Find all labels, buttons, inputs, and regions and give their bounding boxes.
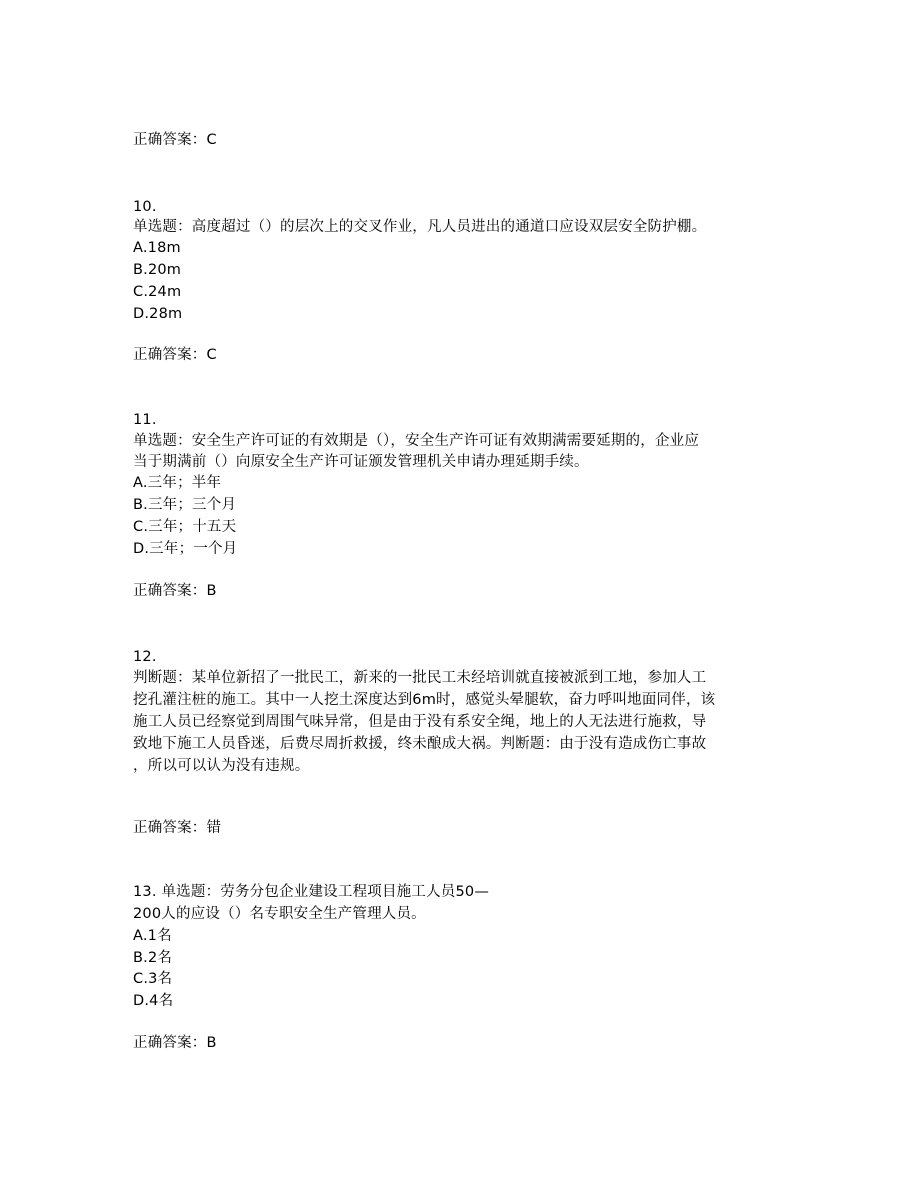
answer-value: 错 (206, 820, 222, 836)
question-stem-line: 当于期满前（）向原安全生产许可证颁发管理机关申请办理延期手续。 (133, 454, 589, 470)
answer-value: C (206, 132, 217, 148)
answer-label: 正确答案： (133, 583, 207, 599)
option-c: C.24m (133, 284, 182, 300)
question-stem-line: 判断题：某单位新招了一批民工，新来的一批民工未经培训就直接被派到工地，参加人工 (133, 670, 707, 686)
answer-line (133, 344, 217, 366)
option-b: B.三年；三个月 (133, 497, 237, 513)
option-a: A.三年；半年 (133, 475, 222, 491)
answer-label: 正确答案： (133, 820, 207, 836)
option-b: B.2名 (133, 950, 173, 966)
option-a: A.18m (133, 240, 181, 256)
question-stem-line: 单选题：高度超过（）的层次上的交叉作业，凡人员进出的通道口应设双层安全防护棚。 (133, 219, 707, 235)
answer-value: B (206, 1035, 217, 1051)
answer-label: 正确答案： (133, 1035, 207, 1051)
question-number: 12. (133, 649, 157, 665)
answer-value: B (206, 583, 217, 599)
question-stem-line: ，所以可以认为没有违规。 (133, 758, 310, 774)
answer-value: C (206, 347, 217, 363)
answer-line (133, 1032, 217, 1054)
answer-line (133, 817, 221, 839)
question-stem-line: 挖孔灌注桩的施工。其中一人挖土深度达到6m时，感觉头晕腿软，奋力呼叫地面同伴，该 (133, 692, 716, 708)
question-stem-line: 200人的应设（）名专职安全生产管理人员。 (133, 906, 426, 922)
answer-label: 正确答案： (133, 132, 207, 148)
answer-line-prev (133, 129, 217, 151)
question-number: 11. (133, 412, 157, 428)
answer-label: 正确答案： (133, 347, 207, 363)
option-c: C.三年；十五天 (133, 519, 237, 535)
question-stem-line: 13. 单选题：劳务分包企业建设工程项目施工人员50— (133, 884, 490, 900)
option-d: D.4名 (133, 993, 174, 1009)
question-stem-line: 施工人员已经察觉到周围气味异常，但是由于没有系安全绳，地上的人无法进行施救，导 (133, 714, 707, 730)
option-b: B.20m (133, 262, 182, 278)
option-d: D.28m (133, 306, 183, 322)
option-c: C.3名 (133, 971, 173, 987)
question-stem-line: 单选题：安全生产许可证的有效期是（），安全生产许可证有效期满需要延期的，企业应 (133, 433, 700, 449)
answer-line (133, 580, 217, 602)
option-d: D.三年；一个月 (133, 541, 238, 557)
question-number: 10. (133, 199, 157, 215)
question-stem-line: 致地下施工人员昏迷，后费尽周折救援，终未酿成大祸。判断题：由于没有造成伤亡事故 (133, 736, 707, 752)
option-a: A.1名 (133, 928, 172, 944)
